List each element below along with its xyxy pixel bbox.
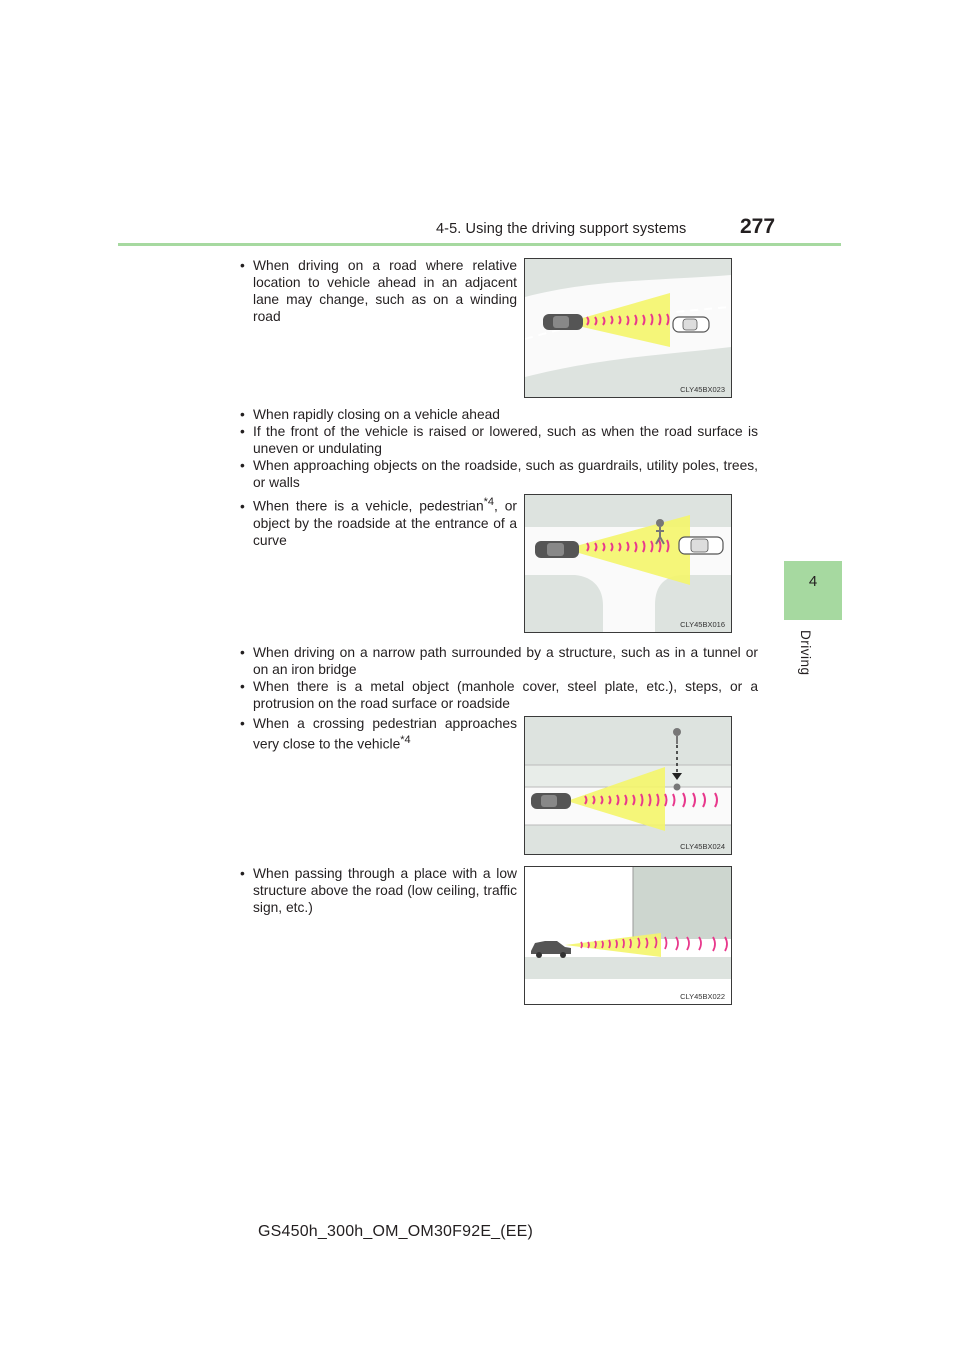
list-item: • When a crossing pedestrian approaches very close to the vehicle$^{*4}$ [240, 716, 517, 752]
header-rule [118, 243, 841, 246]
chapter-label: Driving [798, 630, 813, 676]
figure-code: CLY45BX024 [680, 842, 725, 851]
figure-crossing-pedestrian [524, 716, 732, 855]
list-item: • When rapidly closing on a vehicle ahead [240, 407, 500, 422]
manual-code: GS450h_300h_OM_OM30F92E_(EE) [258, 1223, 534, 1240]
figure-low-structure [524, 866, 732, 1005]
list-item: • When there is a vehicle, pedestrian$^{*4}$, or object by the roadside at the entrance of a curve [240, 496, 517, 548]
figure-winding-road [524, 258, 732, 398]
list-item: • When passing through a place with a low structure above the road (low ceiling, traffic sign, etc.) [240, 866, 517, 915]
figure-curve-entrance [524, 494, 732, 633]
list-item: • When approaching objects on the roadside, such as guardrails, utility poles, trees, or walls [240, 458, 758, 490]
figure-code: CLY45BX023 [680, 385, 725, 394]
list-item: • If the front of the vehicle is raised or lowered, such as when the road surface is uneven or undulating [240, 424, 758, 456]
list-item: • When driving on a narrow path surrounded by a structure, such as in a tunnel or on an iron bridge [240, 645, 758, 677]
chapter-tab [784, 561, 842, 620]
list-item: • When driving on a road where relative location to vehicle ahead in an adjacent lane may change, such as on a winding road [240, 258, 517, 324]
page-number: 277 [740, 215, 776, 238]
figure-code: CLY45BX016 [680, 620, 725, 629]
section-title: 4-5. Using the driving support systems [436, 221, 687, 237]
chapter-number: 4 [808, 573, 818, 590]
figure-code: CLY45BX022 [680, 992, 725, 1001]
list-item: • When there is a metal object (manhole cover, steel plate, etc.), steps, or a protrusion on the road surface or roadside [240, 679, 758, 711]
